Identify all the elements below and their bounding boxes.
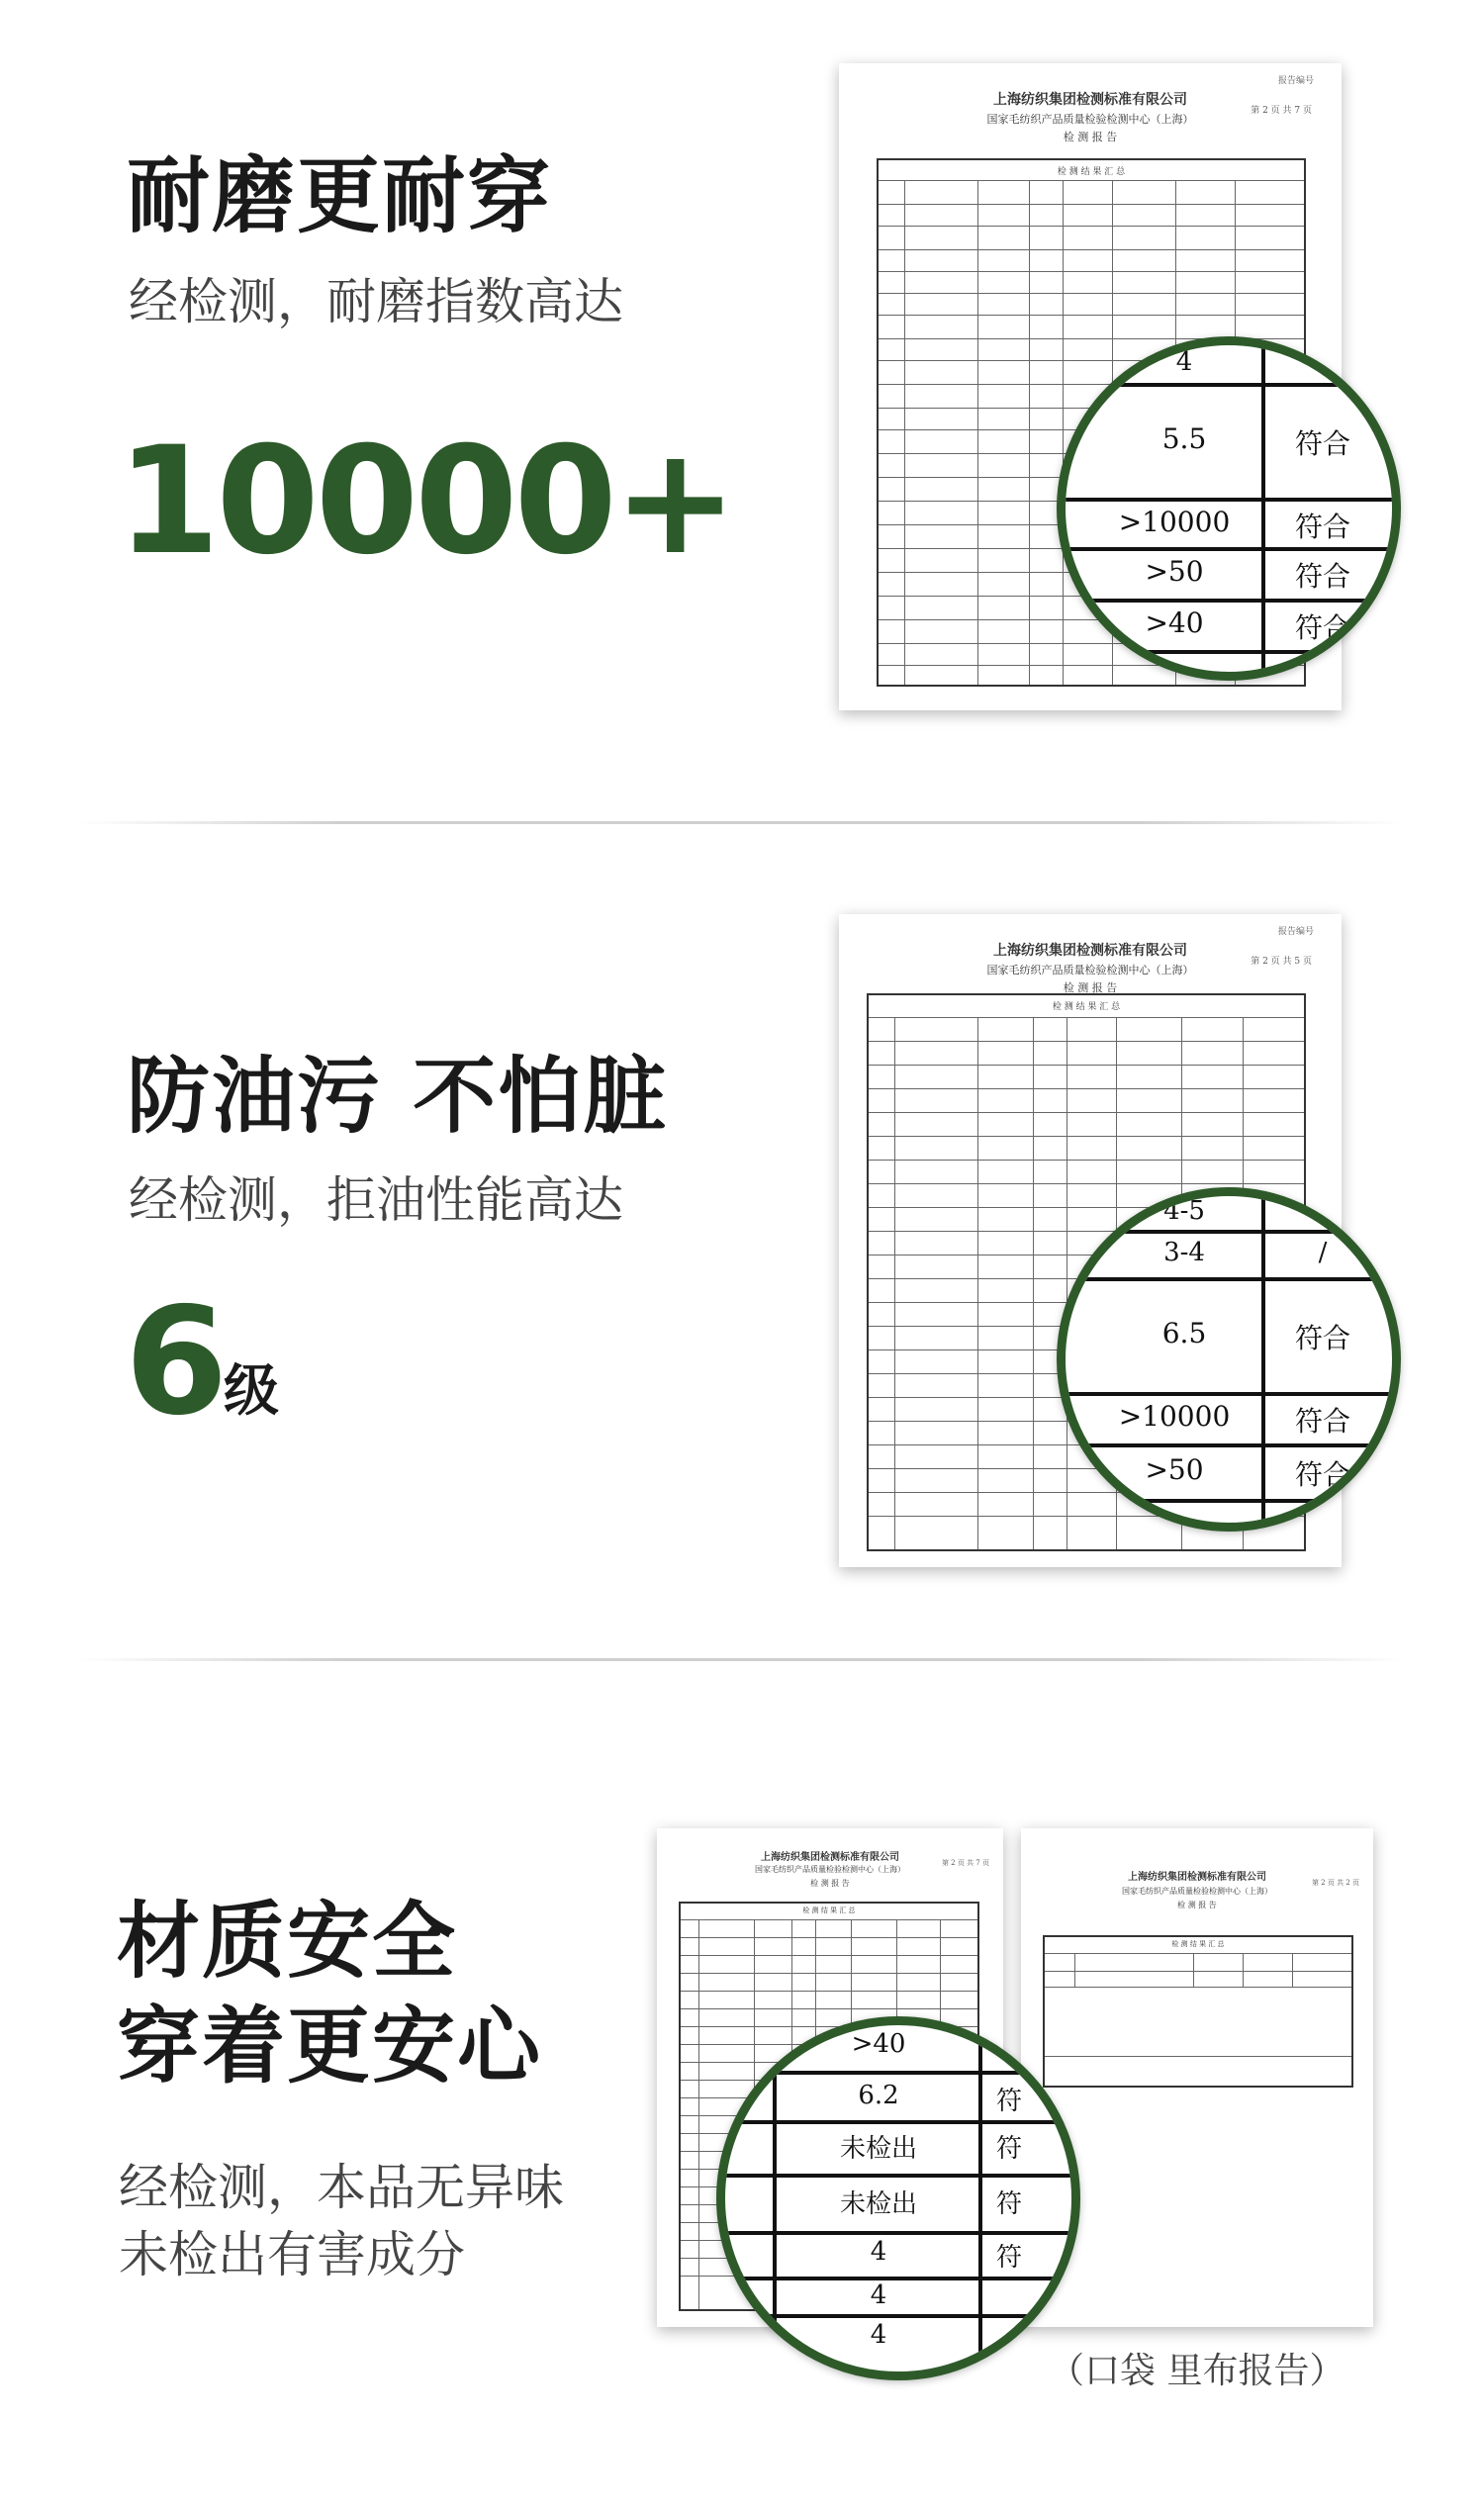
section-divider <box>79 821 1405 824</box>
report-doc-title: 检 测 报 告 <box>1063 131 1118 143</box>
report-page: 第 2 页 共 2 页 <box>1311 1879 1359 1887</box>
zoom-value: >10000 <box>1118 1400 1231 1433</box>
zoom-verdict: / <box>1318 1238 1328 1267</box>
test-report-document: 报告编号 上海纺织集团检测标准有限公司 国家毛纺织产品质量检验检测中心（上海） 检 测 报 告 第 2 页 共 5 页 检 测 结 果 汇 总 <box>839 914 1342 1567</box>
zoom-value: >10000 <box>1118 506 1231 538</box>
report-company: 上海纺织集团检测标准有限公司 <box>1128 1872 1266 1883</box>
report-center: 国家毛纺织产品质量检验检测中心（上海） <box>986 113 1194 126</box>
zoom-verdict: 符 <box>995 2243 1022 2273</box>
magnifier-lens <box>716 2016 1080 2380</box>
zoom-value: >40 <box>851 2029 906 2059</box>
report-table-title: 检 测 结 果 汇 总 <box>1057 167 1126 177</box>
zoom-value: 4 <box>870 2320 887 2350</box>
report-company: 上海纺织集团检测标准有限公司 <box>993 943 1187 959</box>
section3-title-line1: 材质安全 <box>117 1893 458 1990</box>
zoom-verdict: / <box>1318 1196 1328 1226</box>
section2-subtitle: 经检测，拒油性能高达 <box>129 1171 623 1229</box>
zoom-value: 未检出 <box>839 2189 917 2219</box>
report-table-title: 检 测 结 果 汇 总 <box>802 1906 856 1914</box>
zoom-value: 6.2 <box>858 2081 899 2110</box>
report-table-title: 检 测 结 果 汇 总 <box>1171 1940 1225 1948</box>
zoom-value: 3-4 <box>1163 1238 1205 1267</box>
report-company: 上海纺织集团检测标准有限公司 <box>993 92 1187 108</box>
section-abrasion <box>0 0 1484 821</box>
zoom-verdict: 符合 <box>1294 1405 1350 1438</box>
section2-title: 防油污 不怕脏 <box>127 1048 669 1145</box>
section2-big-unit: 级 <box>224 1359 279 1424</box>
section1-subtitle: 经检测，耐磨指数高达 <box>129 273 623 330</box>
zoom-value: 6.5 <box>1161 1317 1207 1349</box>
section3-subtitle-line1: 经检测，本品无异味 <box>119 2159 564 2216</box>
report-doc-title: 检 测 报 告 <box>1063 981 1118 994</box>
zoom-verdict: 符合 <box>1294 511 1350 543</box>
section3-subtitle-line2: 未检出有害成分 <box>119 2226 465 2283</box>
section-oil-resistance <box>0 851 1484 1662</box>
zoom-verdict: 符 <box>995 2189 1022 2219</box>
zoom-value: 5.5 <box>1161 422 1207 455</box>
zoom-verdict: 符合 <box>1294 611 1350 644</box>
zoom-verdict: 符合 <box>1294 560 1350 593</box>
report-page: 第 2 页 共 7 页 <box>941 1859 989 1867</box>
report-doc-title: 检 测 报 告 <box>1177 1901 1217 1909</box>
report-company: 上海纺织集团检测标准有限公司 <box>761 1852 899 1863</box>
report-table <box>1043 1935 1353 2088</box>
zoom-verdict: 符合 <box>1294 427 1350 460</box>
section-divider <box>79 1658 1405 1661</box>
zoom-verdict: 符合 <box>1294 1322 1350 1354</box>
report-table-title: 检 测 结 果 汇 总 <box>1052 1002 1121 1012</box>
report-page: 第 2 页 共 7 页 <box>1251 106 1312 116</box>
magnifier-lens <box>1057 336 1401 681</box>
zoom-value: >50 <box>1145 1453 1204 1486</box>
zoom-value: 4 <box>870 2280 887 2310</box>
zoom-verdict: 符合 <box>1294 1458 1350 1491</box>
zoom-value: >40 <box>1145 606 1204 639</box>
section3-title-line2: 穿着更安心 <box>117 1998 543 2094</box>
zoom-value: >50 <box>1145 555 1204 588</box>
report-center: 国家毛纺织产品质量检验检测中心（上海） <box>986 964 1194 976</box>
magnifier-lens <box>1057 1187 1401 1532</box>
report-caption: （口袋 里布报告） <box>1049 2351 1345 2391</box>
zoom-verdict: 符 <box>995 2087 1022 2116</box>
report-center: 国家毛纺织产品质量检验检测中心（上海） <box>755 1865 905 1874</box>
zoom-verdict: / <box>1318 347 1328 377</box>
report-page: 第 2 页 共 5 页 <box>1251 957 1312 967</box>
report-doc-title: 检 测 报 告 <box>810 1879 850 1888</box>
zoom-value: 未检出 <box>839 2134 917 2164</box>
test-report-document: 报告编号 上海纺织集团检测标准有限公司 国家毛纺织产品质量检验检测中心（上海） 检 测 报 告 第 2 页 共 7 页 检 测 结 果 汇 总 <box>839 63 1342 710</box>
test-report-document <box>1021 1828 1373 2327</box>
report-center: 国家毛纺织产品质量检验检测中心（上海） <box>1122 1887 1272 1896</box>
zoom-verdict: 符 <box>995 2134 1022 2164</box>
section-material-safety <box>0 1682 1484 2511</box>
section2-big-value: 6 <box>125 1276 229 1448</box>
section1-big-value: 10000+ <box>117 416 734 588</box>
section1-title: 耐磨更耐穿 <box>127 147 553 244</box>
zoom-value: 4-5 <box>1163 1196 1205 1226</box>
zoom-value: 4 <box>870 2237 887 2267</box>
zoom-value: 4 <box>1175 347 1193 377</box>
